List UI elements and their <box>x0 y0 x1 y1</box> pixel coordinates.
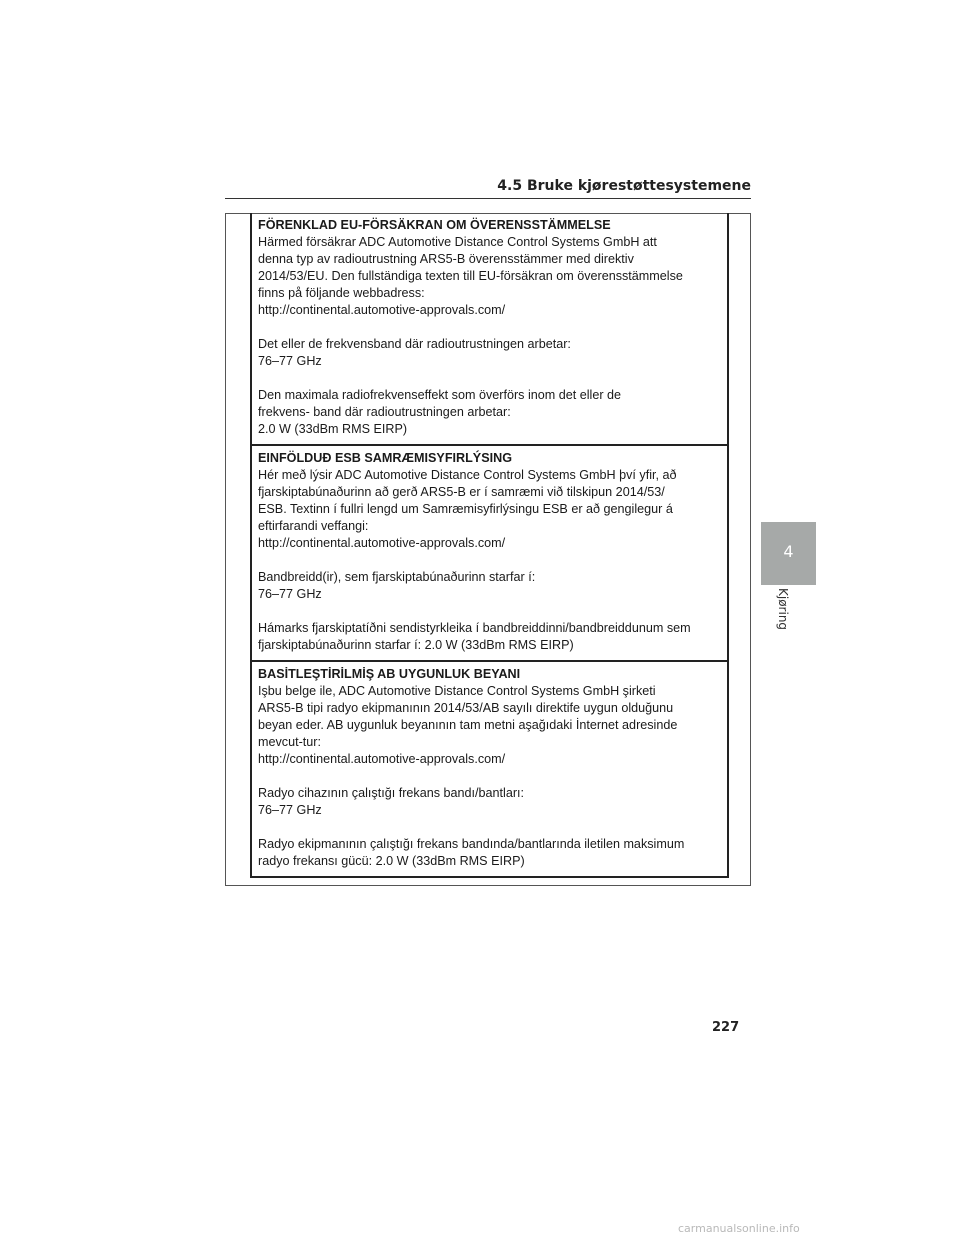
paragraph-gap <box>258 370 727 387</box>
power-line: radyo frekansı gücü: 2.0 W (33dBm RMS EIRP) <box>258 854 525 868</box>
body-line: mevcut-tur: <box>258 735 321 749</box>
declarations-column <box>250 213 729 878</box>
section-turkish-declaration <box>252 662 727 878</box>
page-number: 227 <box>712 1020 740 1035</box>
body-line: frekvens- band där radioutrustningen arbetar: <box>258 405 511 419</box>
body-line: Härmed försäkrar ADC Automotive Distance Control Systems GmbH att <box>258 235 657 249</box>
paragraph-gap <box>258 552 727 569</box>
paragraph-gap <box>258 819 727 836</box>
body-line: ARS5-B tipi radyo ekipmanının 2014/53/AB sayılı direktife uygun olduğunu <box>258 701 674 715</box>
paragraph-gap <box>258 603 727 620</box>
body-line: beyan eder. AB uygunluk beyanının tam metni aşağıdaki İnternet adresinde <box>258 718 678 732</box>
body-line: Radyo ekipmanının çalıştığı frekans bandında/bantlarında iletilen maksimum <box>258 837 685 851</box>
chapter-number: 4 <box>783 542 794 561</box>
body-line: Hámarks fjarskiptatíðni sendistyrkleika í bandbreiddinni/bandbreiddunum sem <box>258 621 691 635</box>
body-line: finns på följande webbadress: <box>258 286 425 300</box>
body-line: denna typ av radioutrustning ARS5-B överensstämmer med direktiv <box>258 252 634 266</box>
body-line: ESB. Textinn í fullri lengd um Samræmisyfirlýsingu ESB er að gengilegur á <box>258 502 673 516</box>
frequency-line: 76–77 GHz <box>258 803 322 817</box>
body-line: Radyo cihazının çalıştığı frekans bandı/bantları: <box>258 786 525 800</box>
url-line: http://continental.automotive-approvals.com/ <box>258 752 506 766</box>
body-line: Hér með lýsir ADC Automotive Distance Control Systems GmbH því yfir, að <box>258 468 677 482</box>
url-line: http://continental.automotive-approvals.com/ <box>258 536 506 550</box>
chapter-header-title: 4.5 Bruke kjørestøttesystemene <box>497 178 751 194</box>
power-line: fjarskiptabúnaðurinn starfar í: 2.0 W (33dBm RMS EIRP) <box>258 638 574 652</box>
chapter-tab <box>761 522 816 585</box>
body-line: Işbu belge ile, ADC Automotive Distance Control Systems GmbH şirketi <box>258 684 656 698</box>
frequency-line: 76–77 GHz <box>258 354 322 368</box>
body-line: Det eller de frekvensband där radioutrustningen arbetar: <box>258 337 571 351</box>
paragraph-gap <box>258 319 727 336</box>
chapter-label: Kjøring <box>776 588 790 631</box>
body-line: eftirfarandi veffangi: <box>258 519 369 533</box>
section-heading: BASİTLEŞTİRİLMİŞ AB UYGUNLUK BEYANI <box>258 667 521 681</box>
section-heading: FÖRENKLAD EU-FÖRSÄKRAN OM ÖVERENSSTÄMMELSE <box>258 218 611 232</box>
paragraph-gap <box>258 768 727 785</box>
section-icelandic-declaration <box>252 446 727 662</box>
section-heading: EINFÖLDUÐ ESB SAMRÆMISYFIRLÝSING <box>258 451 512 465</box>
power-line: 2.0 W (33dBm RMS EIRP) <box>258 422 408 436</box>
body-line: Bandbreidd(ir), sem fjarskiptabúnaðurinn starfar í: <box>258 570 536 584</box>
watermark-text: carmanualsonline.info <box>678 1222 800 1235</box>
frequency-line: 76–77 GHz <box>258 587 322 601</box>
body-line: 2014/53/EU. Den fullständiga texten till EU-försäkran om överensstämmelse <box>258 269 683 283</box>
section-swedish-declaration <box>252 213 727 446</box>
header-divider <box>225 198 751 199</box>
body-line: Den maximala radiofrekvenseffekt som överförs inom det eller de <box>258 388 622 402</box>
body-line: fjarskiptabúnaðurinn að gerð ARS5-B er í samræmi við tilskipun 2014/53/ <box>258 485 665 499</box>
url-line: http://continental.automotive-approvals.com/ <box>258 303 506 317</box>
